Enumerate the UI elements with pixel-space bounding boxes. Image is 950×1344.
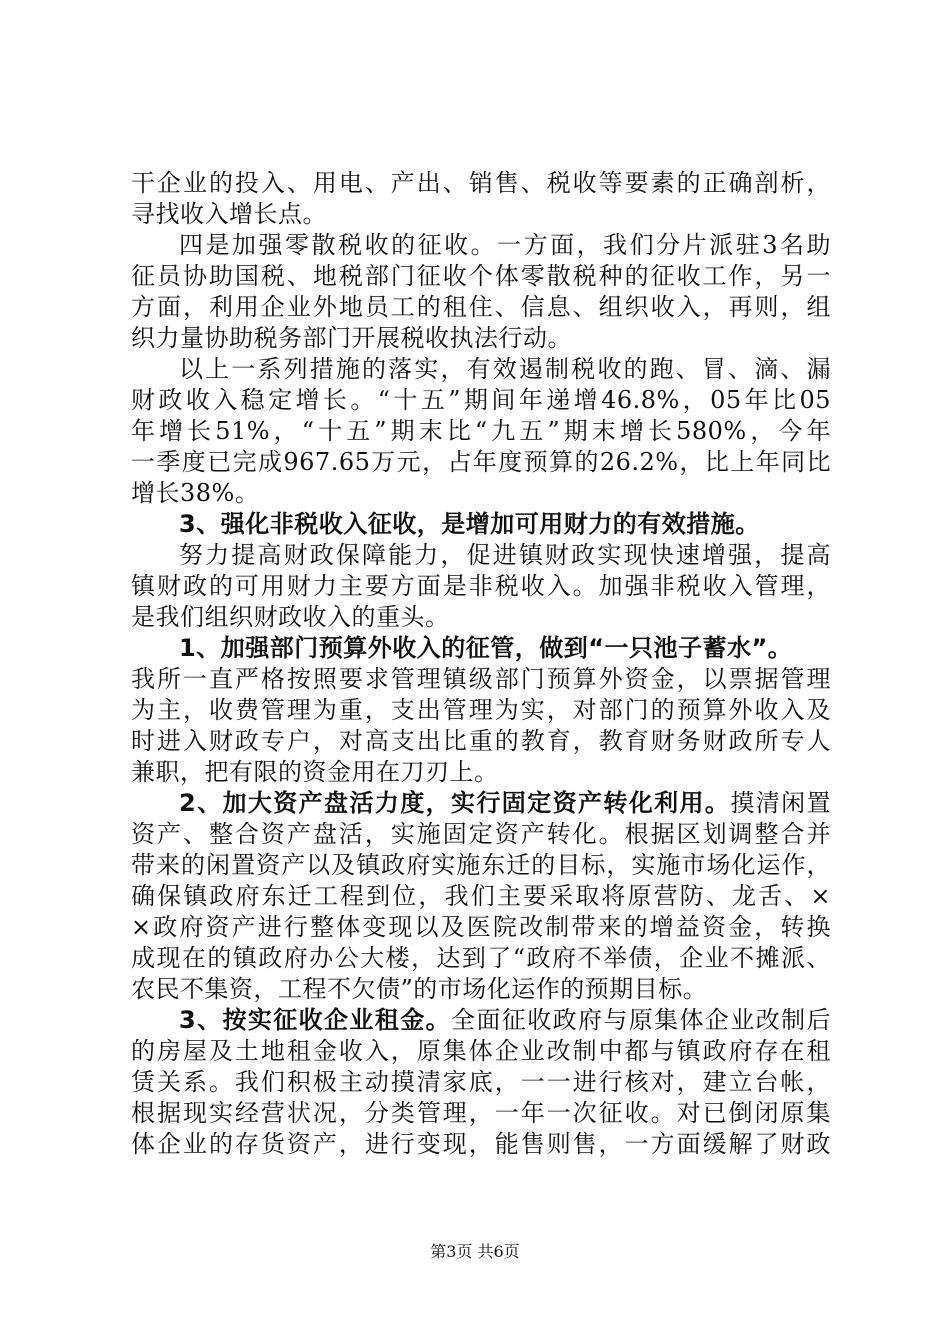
- text-line: 寻找收入增长点。: [131, 200, 327, 228]
- paragraph: [131, 354, 831, 509]
- paragraph: [131, 1005, 831, 1160]
- mixed-line: [131, 1005, 831, 1036]
- paragraph: [131, 540, 831, 633]
- subheading-inline: 2、加大资产盘活力度，实行固定资产转化利用。: [179, 789, 731, 817]
- paragraph: [131, 230, 831, 354]
- text-line: 年增长51%，“十五”期末比“九五”期末增长580%，今年: [131, 417, 831, 445]
- text-line: 以上一系列措施的落实，有效遏制税收的跑、冒、滴、漏: [179, 355, 831, 383]
- text-line: 体企业的存货资产，进行变现，能售则售，一方面缓解了财政: [131, 1130, 831, 1158]
- text-line: 为主，收费管理为重，支出管理为实，对部门的预算外收入及: [131, 696, 831, 724]
- paragraph: [131, 633, 831, 788]
- text-line: 根据现实经营状况，分类管理，一年一次征收。对已倒闭原集: [131, 1099, 831, 1127]
- subheading-line: 1、加强部门预算外收入的征管，做到“一只池子蓄水”。: [179, 634, 793, 662]
- text-line: 方面，利用企业外地员工的租住、信息、组织收入，再则，组: [131, 293, 831, 321]
- text-line: 赁关系。我们积极主动摸清家底，一一进行核对，建立台帐，: [131, 1068, 831, 1096]
- text-line: 资产、整合资产盘活，实施固定资产转化。根据区划调整合并: [131, 820, 831, 848]
- page-number-footer: 第3页 共6页: [430, 1242, 520, 1261]
- text-line: 努力提高财政保障能力，促进镇财政实现快速增强，提高: [179, 541, 831, 569]
- text-line: 确保镇政府东迁工程到位，我们主要采取将原营防、龙舌、×: [131, 882, 831, 910]
- paragraph: [131, 788, 831, 1005]
- text-line: 一季度已完成967.65万元，占年度预算的26.2%，比上年同比: [131, 448, 831, 476]
- text-line: 我所一直严格按照要求管理镇级部门预算外资金，以票据管理: [131, 665, 831, 693]
- text-line: 征员协助国税、地税部门征收个体零散税种的征收工作，另一: [131, 262, 831, 290]
- section-heading: [131, 509, 831, 540]
- text-line: 增长38%。: [131, 479, 260, 507]
- text-inline: 摸清闲置: [730, 789, 831, 817]
- paragraph: [131, 168, 831, 230]
- text-line: 兼职，把有限的资金用在刀刃上。: [131, 758, 499, 786]
- text-line: 镇财政的可用财力主要方面是非税收入。加强非税收入管理，: [131, 572, 831, 600]
- mixed-line: [131, 788, 831, 819]
- text-inline: 全面征收政府与原集体企业改制后: [451, 1006, 831, 1034]
- subheading-inline: 3、按实征收企业租金。: [179, 1006, 452, 1034]
- text-line: ×政府资产进行整体变现以及医院改制带来的增益资金，转换: [131, 913, 831, 941]
- text-line: 的房屋及土地租金收入，原集体企业改制中都与镇政府存在租: [131, 1037, 831, 1065]
- text-line: 农民不集资，工程不欠债”的市场化运作的预期目标。: [131, 975, 708, 1003]
- text-line: 带来的闲置资产以及镇政府实施东迁的目标，实施市场化运作，: [131, 851, 831, 879]
- text-line: 四是加强零散税收的征收。一方面，我们分片派驻3名助: [179, 231, 831, 259]
- text-line: 时进入财政专户，对高支出比重的教育，教育财务财政所专人: [131, 727, 831, 755]
- text-line: 干企业的投入、用电、产出、销售、税收等要素的正确剖析，: [131, 169, 831, 197]
- text-line: 财政收入稳定增长。“十五”期间年递增46.8%，05年比05: [131, 386, 831, 414]
- document-body: [131, 168, 831, 1160]
- text-line: 是我们组织财政收入的重头。: [131, 603, 450, 631]
- text-line: 织力量协助税务部门开展税收执法行动。: [131, 324, 572, 352]
- text-line: 成现在的镇政府办公大楼，达到了“政府不举债，企业不摊派、: [131, 944, 831, 972]
- heading-line: 3、强化非税收入征收，是增加可用财力的有效措施。: [179, 510, 760, 538]
